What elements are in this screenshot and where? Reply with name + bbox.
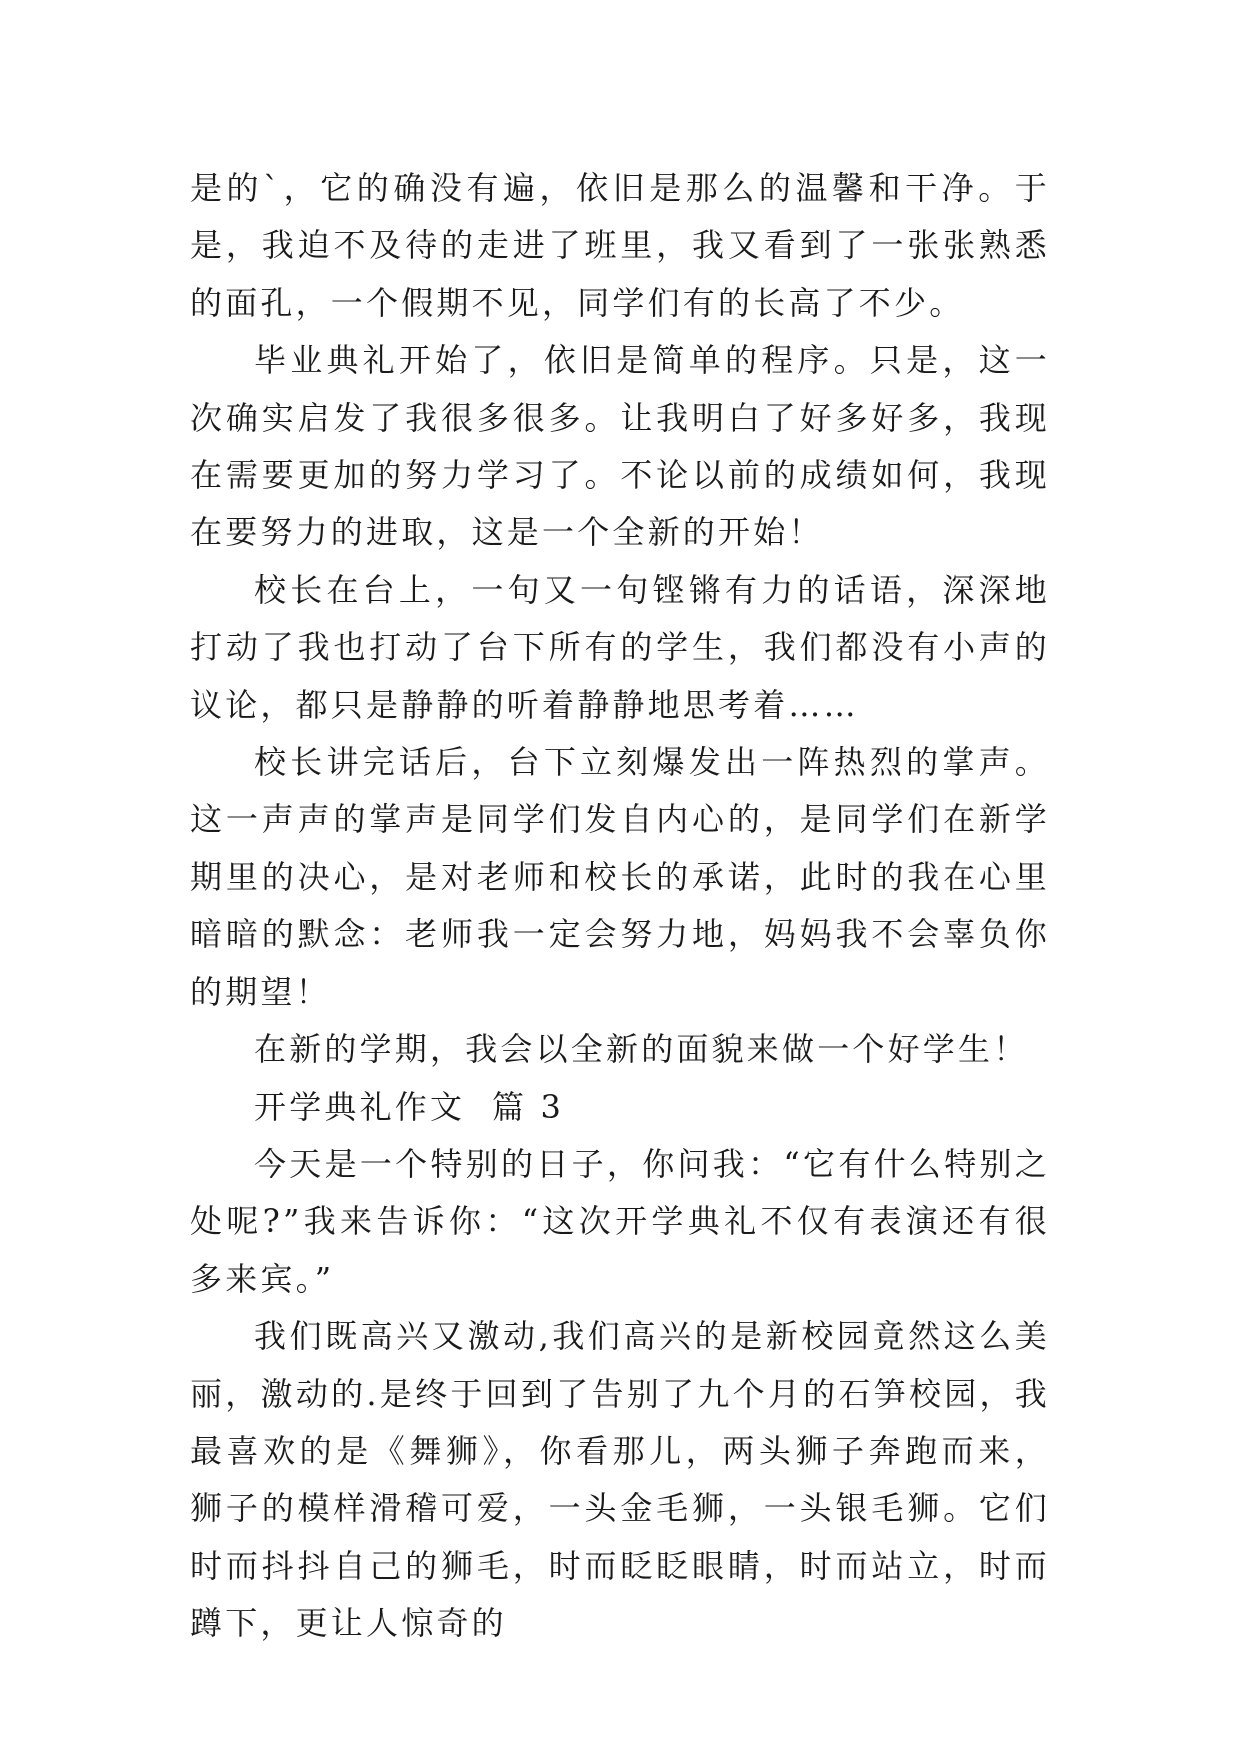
document-body — [190, 160, 1050, 1653]
paragraph: 我们既高兴又激动,我们高兴的是新校园竟然这么美丽，激动的.是终于回到了告别了九个月的石笋校园，我最喜欢的是《舞狮》，你看那儿，两头狮子奔跑而来，狮子的模样滑稽可爱，一头金毛狮，一头银毛狮。它们时而抖抖自己的狮毛，时而眨眨眼睛，时而站立，时而蹲下，更让人惊奇的 — [190, 1317, 1050, 1643]
section-heading: 开学典礼作文 篇 3 — [254, 1087, 565, 1126]
paragraph: 校长讲完话后，台下立刻爆发出一阵热烈的掌声。这一声声的掌声是同学们发自内心的，是同学们在新学期里的决心，是对老师和校长的承诺，此时的我在心里暗暗的默念：老师我一定会努力地，妈妈我不会辜负你的期望！ — [190, 743, 1050, 1011]
paragraph: 毕业典礼开始了，依旧是简单的程序。只是，这一次确实启发了我很多很多。让我明白了好多好多，我现在需要更加的努力学习了。不论以前的成绩如何，我现在要努力的进取，这是一个全新的开始！ — [190, 341, 1050, 552]
paragraph: 校长在台上，一句又一句铿锵有力的话语，深深地打动了我也打动了台下所有的学生，我们都没有小声的议论，都只是静静的听着静静地思考着…… — [190, 570, 1050, 724]
paragraph: 在新的学期，我会以全新的面貌来做一个好学生！ — [254, 1030, 1029, 1069]
paragraph: 是的`，它的确没有遍，依旧是那么的温馨和干净。于是，我迫不及待的走进了班里，我又看到了一张张熟悉的面孔，一个假期不见，同学们有的长高了不少。 — [190, 169, 1050, 322]
paragraph: 今天是一个特别的日子，你问我：“它有什么特别之处呢?”我来告诉你：“这次开学典礼不仅有表演还有很多来宾。” — [190, 1144, 1050, 1298]
